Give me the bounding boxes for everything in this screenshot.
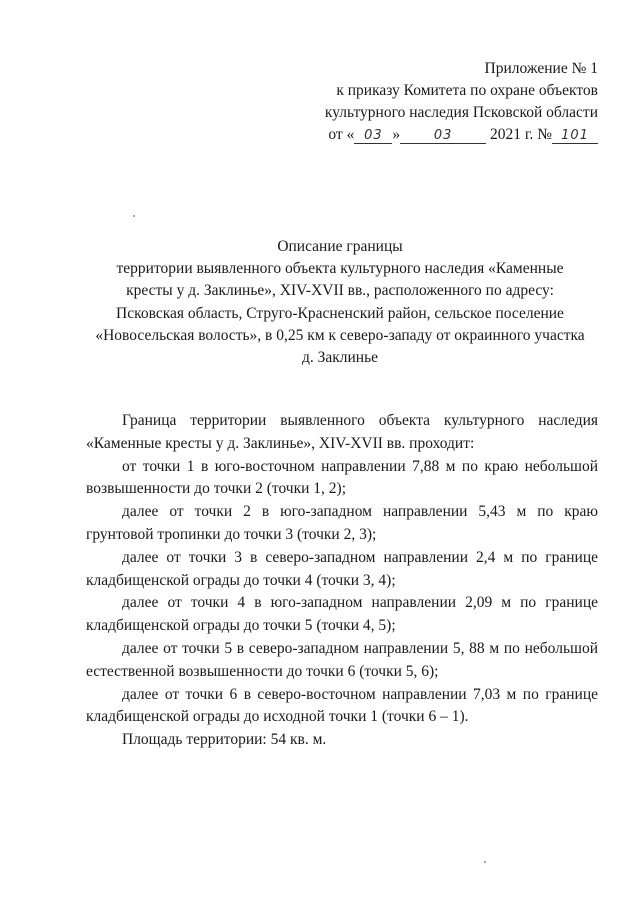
title-line: д. Заклинье (301, 349, 379, 367)
territory-area: Площадь территории: 54 кв. м. (122, 731, 327, 749)
scan-speck (133, 215, 135, 217)
document-body (86, 410, 598, 752)
document-title (80, 236, 600, 369)
title-line: Псковская область, Струго-Красненский район, сельское поселение (116, 304, 564, 322)
date-prefix: от « (328, 126, 355, 143)
date-month-field (400, 127, 486, 144)
date-month: 03 (433, 128, 453, 143)
title-line: «Новосельская волость», в 0,25 км к северо-западу от окраинного участка (95, 326, 585, 344)
appendix-title: Приложение № 1 (484, 60, 598, 77)
boundary-segment: далее от точки 3 в северо-западном направлении 2,4 м по границе кладбищенской ограды до точки 4 (точки 3, 4); (86, 548, 598, 589)
title-line: кресты у д. Заклинье», XIV-XVII вв., расположенного по адресу: (126, 282, 554, 300)
order-number-field (552, 127, 598, 144)
boundary-segment: далее от точки 5 в северо-западном направлении 5, 88 м по небольшой естественной возвышенности до точки 6 (точки 5, 6); (86, 639, 598, 680)
date-year: 2021 г. № (489, 126, 552, 143)
appendix-header (300, 58, 598, 146)
boundary-segment: далее от точки 2 в юго-западном направлении 5,43 м по краю грунтовой тропинки до точки 3 (точки 2, 3); (86, 503, 598, 543)
scan-speck (484, 861, 486, 863)
boundary-segment: от точки 1 в юго-восточном направлении 7,88 м по краю небольшой возвышенности до точки 2 (точки 1, 2); (86, 457, 598, 498)
date-mid: » (392, 126, 401, 143)
date-day-field (354, 127, 392, 144)
appendix-committee-line: культурного наследия Псковской области (324, 104, 598, 121)
title-heading: Описание границы (277, 238, 403, 255)
appendix-date-line (300, 124, 598, 146)
boundary-segment: далее от точки 4 в юго-западном направлении 2,09 м по границе кладбищенской ограды до точки 5 (точки 4, 5); (86, 594, 598, 635)
boundary-segment: далее от точки 6 в северо-восточном направлении 7,03 м по границе кладбищенской ограды до исходной точки 1 (точки 6 – 1). (86, 685, 598, 726)
date-day: 03 (364, 128, 383, 143)
title-line: территории выявленного объекта культурного наследия «Каменные (116, 260, 564, 278)
appendix-order-line: к приказу Комитета по охране объектов (336, 82, 598, 99)
body-intro: Граница территории выявленного объекта культурного наследия «Каменные кресты у д. Заклинье», XIV-XVII вв. проходит: (86, 412, 598, 452)
order-number: 101 (561, 128, 589, 143)
